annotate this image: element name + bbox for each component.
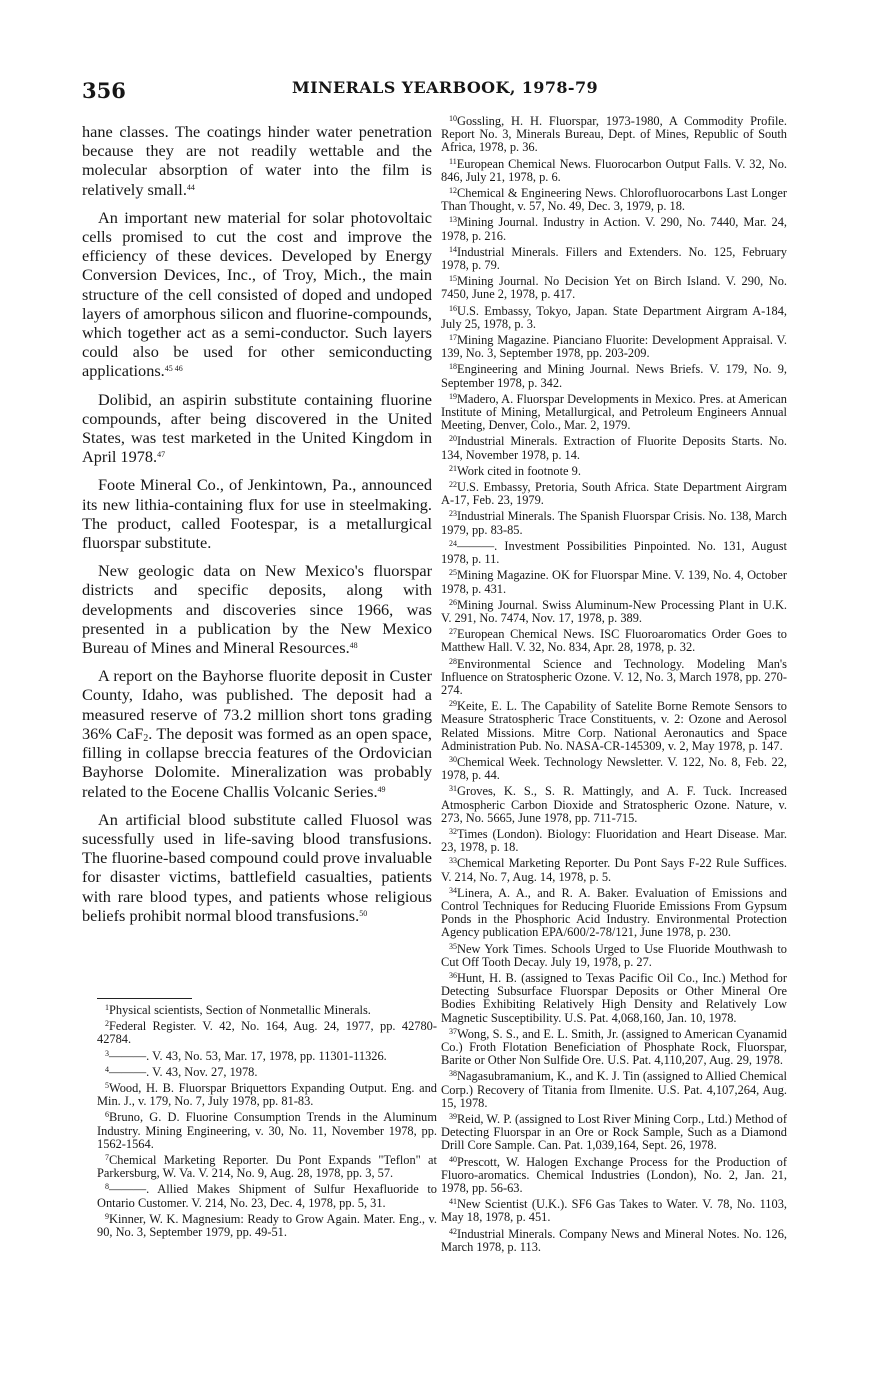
footnote-text: Prescott, W. Halogen Exchange Process for the Production of Fluoro-aromatics. Chemical Industries (London), No. 2, Jan. 21, 1978, pp. 56-63.: [441, 1154, 787, 1196]
footnote-number: 8: [105, 1182, 109, 1192]
paragraph: New geologic data on New Mexico's fluorspar districts and specific deposits, along with developments and discoveries since 1966, was presented in a publication by the New Mexico Bureau of Mines and Mineral Resources.$^{48}$: [82, 561, 432, 658]
footnote-number: 18: [449, 362, 457, 372]
footnote-text: Industrial Minerals. Company News and Mineral Notes. No. 126, March 1978, p. 113.: [441, 1226, 787, 1254]
footnote-number: 22: [449, 480, 457, 490]
footnote: [441, 1113, 787, 1153]
footnote: [441, 756, 787, 782]
footnote: [441, 700, 787, 753]
footnote-number: 27: [449, 627, 457, 637]
footnote-text: Wood, H. B. Fluorspar Briquettors Expanding Output. Eng. and Min. J., v. 179, No. 7, July 1978, pp. 81-83.: [97, 1081, 437, 1109]
footnote-number: 39: [449, 1112, 457, 1122]
footnote: [441, 628, 787, 654]
footnote-text: ———. Allied Makes Shipment of Sulfur Hexafluoride to Ontario Customer. V. 214, No. 23, Dec. 4, 1978, pp. 5, 31.: [97, 1182, 437, 1210]
footnote-number: 23: [449, 509, 457, 519]
footnote-text: Engineering and Mining Journal. News Briefs. V. 179, No. 9, September 1978, p. 342.: [441, 362, 787, 390]
footnote-number: 41: [449, 1197, 457, 1207]
footnote-text: Chemical & Engineering News. Chlorofluorocarbons Last Longer Than Thought, v. 57, No. 49, Dec. 3, 1979, p. 18.: [441, 186, 787, 214]
footnote-divider: [97, 998, 192, 999]
footnote-number: 21: [449, 463, 457, 473]
footnote-text: Keite, E. L. The Capability of Satelite Borne Remote Sensors to Measure Stratospheric Trace Constituents, v. 2: Ozone and Aerosol Related Missions. Mitre Corp. National Aeronautics and Space Administration Pub. No. NASA-CR-145309, v. 2, May 1978, p. 147.: [441, 699, 787, 753]
footnote-number: 26: [449, 597, 457, 607]
footnote: [97, 1020, 437, 1046]
footnote: [441, 540, 787, 566]
footnotes-right: [441, 115, 787, 1257]
footnote-text: Wong, S. S., and E. L. Smith, Jr. (assigned to American Cyanamid Co.) Froth Flotation Beneficiation of Phosphate Rock, Fluorspar, Barite or Other Non Sulfide Ore. U.S. Pat. 4,110,207, Aug. 29, 1978.: [441, 1026, 787, 1068]
footnote-number: 24: [449, 538, 457, 548]
footnote-number: 20: [449, 434, 457, 444]
footnote: [441, 1156, 787, 1196]
footnote: [441, 569, 787, 595]
footnote: [441, 1198, 787, 1224]
footnote: [441, 115, 787, 155]
footnote-text: Federal Register. V. 42, No. 164, Aug. 24, 1977, pp. 42780-42784.: [97, 1019, 437, 1047]
paragraph: Dolibid, an aspirin substitute containing fluorine compounds, after being discovered in the United States, was test marketed in the United Kingdom in April 1978.47: [82, 389, 432, 467]
footnote-number: 16: [449, 303, 457, 313]
footnotes-left: [97, 1004, 437, 1242]
footnote-number: 12: [449, 186, 457, 196]
footnote-text: Mining Journal. Swiss Aluminum-New Processing Plant in U.K. V. 291, No. 7474, Nov. 17, 1978, p. 389.: [441, 597, 787, 625]
footnote-text: Industrial Minerals. Fillers and Extenders. No. 125, February 1978, p. 79.: [441, 244, 787, 273]
footnote-text: Work cited in footnote 9.: [457, 463, 581, 478]
footnote-text: Nagasubramanium, K., and K. J. Tin (assigned to Allied Chemical Corp.) Recovery of Titania from Ilmenite. U.S. Pat. 4,107,264, Aug. 15, 1978.: [441, 1069, 787, 1110]
footnote-ref: 44: [186, 182, 195, 192]
footnote-number: 15: [449, 274, 457, 284]
footnote-number: 2: [105, 1019, 109, 1029]
footnote-text: Industrial Minerals. Extraction of Fluorite Deposits Starts. No. 134, November 1978, p. 14.: [441, 434, 787, 462]
footnote-number: 38: [449, 1069, 457, 1079]
footnote-text: ———. V. 43, Nov. 27, 1978.: [109, 1064, 258, 1079]
footnote-text: Mining Journal. No Decision Yet on Birch Island. V. 290, No. 7450, June 2, 1978, p. 417.: [441, 274, 787, 302]
footnote: [441, 943, 787, 969]
page-number: 356: [82, 78, 126, 103]
footnote: [441, 275, 787, 301]
footnote-text: Chemical Marketing Reporter. Du Pont Expands "Teflon" at Parkersburg, W. Va. V. 214, No. 9, Aug. 28, 1978, pp. 3, 57.: [97, 1153, 437, 1181]
footnote-text: Chemical Week. Technology Newsletter. V. 122, No. 8, Feb. 22, 1978, p. 44.: [441, 754, 787, 783]
footnote-text: Physical scientists, Section of Nonmetallic Minerals.: [109, 1003, 371, 1017]
footnote-number: 19: [449, 391, 457, 401]
footnote-text: Environmental Science and Technology. Modeling Man's Influence on Stratospheric Ozone. V. 12, No. 3, March 1978, pp. 270-274.: [441, 656, 787, 697]
paragraph: A report on the Bayhorse fluorite deposit in Custer County, Idaho, was published. The deposit had a measured reserve of 73.2 million short tons grading 36% CaF$_2$. The deposit was formed as an open space, filling in collapse breccia features of the Ordovician Bayhorse Dolomite. Mineralization was probably related to the Eocene Challis Volcanic Series.$^{49}$: [82, 666, 432, 801]
footnote: [441, 435, 787, 461]
footnote-number: 17: [449, 333, 457, 343]
footnote-text: New Scientist (U.K.). SF6 Gas Takes to Water. V. 78, No. 1103, May 18, 1978, p. 451.: [441, 1197, 787, 1225]
footnote-ref: 50: [359, 908, 368, 918]
footnote-ref: 47: [157, 450, 166, 460]
footnote: [441, 1228, 787, 1254]
footnote-number: 3: [105, 1048, 109, 1058]
footnote: [441, 465, 787, 478]
footnote: [441, 334, 787, 360]
footnote-number: 42: [449, 1226, 457, 1236]
footnote: [441, 1070, 787, 1110]
footnote-number: 25: [449, 568, 457, 578]
footnote: [97, 1213, 437, 1239]
footnote-text: ———. V. 43, No. 53, Mar. 17, 1978, pp. 11301-11326.: [109, 1048, 387, 1063]
footnote-text: Chemical Marketing Reporter. Du Pont Says F-22 Rule Suffices. V. 214, No. 7, Aug. 14, 1978, p. 5.: [441, 856, 787, 884]
footnote-text: Linera, A. A., and R. A. Baker. Evaluation of Emissions and Control Techniques for Reducing Fluoride Emissions From Gypsum Ponds in the Phosphoric Acid Industry. Environmental Protection Agency publication EPA/600/2-78/121, June 1978, p. 230.: [441, 885, 787, 940]
footnote-text: U.S. Embassy, Tokyo, Japan. State Department Airgram A-184, July 25, 1978, p. 3.: [441, 303, 787, 331]
footnote-number: 35: [449, 941, 457, 951]
footnote-text: European Chemical News. ISC Fluoroaromatics Order Goes to Matthew Hall. V. 32, No. 834, Apr. 28, 1978, p. 32.: [441, 627, 787, 655]
footnote-text: New York Times. Schools Urged to Use Fluoride Mouthwash to Cut Off Tooth Decay. July 19, 1978, p. 27.: [441, 941, 787, 969]
footnote: [441, 828, 787, 854]
footnote-number: 30: [449, 754, 457, 764]
footnote-number: 40: [449, 1154, 457, 1164]
footnote: [441, 363, 787, 389]
footnote: [441, 393, 787, 433]
footnote-number: 10: [449, 114, 457, 123]
footnote-text: Times (London). Biology: Fluoridation and Heart Disease. Mar. 23, 1978, p. 18.: [441, 826, 787, 855]
footnote-number: 14: [449, 244, 457, 254]
footnote-text: U.S. Embassy, Pretoria, South Africa. State Department Airgram A-17, Feb. 23, 1979.: [441, 480, 787, 508]
footnote: [441, 599, 787, 625]
footnote: [441, 972, 787, 1025]
footnote-text: Gossling, H. H. Fluorspar, 1973-1980, A Commodity Profile. Report No. 3, Minerals Bureau, Dept. of Mines, Republic of South Africa, 1978, p. 36.: [441, 114, 787, 155]
main-text-column: [82, 122, 432, 934]
footnote-number: 11: [449, 156, 457, 166]
footnote: [441, 658, 787, 698]
footnote: [97, 1066, 437, 1079]
footnote-ref: 45 46: [164, 364, 183, 374]
footnote: [97, 1082, 437, 1108]
footnote-text: European Chemical News. Fluorocarbon Output Falls. V. 32, No. 846, July 21, 1978, p. 6.: [441, 156, 787, 184]
footnote: [441, 857, 787, 883]
footnote-text: Mining Magazine. Pianciano Fluorite: Development Appraisal. V. 139, No. 3, September 1978, pp. 203-209.: [441, 333, 787, 361]
footnote-number: 33: [449, 856, 457, 866]
footnote-number: 4: [105, 1064, 109, 1074]
footnote-number: 37: [449, 1026, 457, 1036]
footnote-number: 32: [449, 826, 457, 836]
footnote: [441, 187, 787, 213]
footnote-number: 7: [105, 1153, 109, 1163]
footnote-number: 29: [449, 699, 457, 709]
footnote-number: 36: [449, 970, 457, 980]
footnote: [97, 1183, 437, 1209]
footnote: [441, 216, 787, 242]
footnote: [441, 246, 787, 272]
footnote-text: Industrial Minerals. The Spanish Fluorspar Crisis. No. 138, March 1979, pp. 83-85.: [441, 509, 787, 537]
footnote-text: Madero, A. Fluorspar Developments in Mexico. Pres. at American Institute of Mining, Metallurgical, and Petroleum Engineers Annual Meeting, Denver, Colo., Mar. 2, 1979.: [441, 391, 787, 433]
footnote: [441, 305, 787, 331]
footnote: [441, 887, 787, 940]
footnote: [441, 785, 787, 825]
footnote: [97, 1111, 437, 1151]
footnote-number: 1: [105, 1003, 109, 1012]
footnote: [97, 1050, 437, 1063]
footnote-number: 13: [449, 215, 457, 225]
paragraph: An artificial blood substitute called Fluosol was sucessfully used in life-saving blood transfusions. The fluorine-based compound could prove invaluable for disaster victims, battlefield casualties, patients with rare blood types, and patients whose religious beliefs prohibit normal blood transfusions.$^{50}$: [82, 809, 432, 925]
footnote: [441, 1028, 787, 1068]
footnote-number: 6: [105, 1110, 109, 1120]
paragraph: hane classes. The coatings hinder water penetration because they are not readily wettable and the molecular absorption of water into the film is relatively small.$^{44}$: [82, 122, 432, 199]
footnote: [441, 510, 787, 536]
footnote-text: Kinner, W. K. Magnesium: Ready to Grow Again. Mater. Eng., v. 90, No. 3, September 1979, pp. 49-51.: [97, 1211, 437, 1240]
footnote-number: 5: [105, 1081, 109, 1091]
footnote-text: Mining Magazine. OK for Fluorspar Mine. V. 139, No. 4, October 1978, p. 431.: [441, 568, 787, 596]
footnote: [97, 1004, 437, 1017]
footnote: [441, 158, 787, 184]
footnote-number: 31: [449, 784, 457, 794]
footnote-text: ———. Investment Possibilities Pinpointed. No. 131, August 1978, p. 11.: [441, 538, 787, 567]
footnote-number: 28: [449, 656, 457, 666]
footnote-number: 9: [105, 1211, 109, 1221]
footnote-number: 34: [449, 885, 457, 895]
paragraph: An important new material for solar photovoltaic cells promised to cut the cost and improve the efficiency of these devices. Developed by Energy Conversion Devices, Inc., of Troy, Mich., the main structure of the cell consisted of doped and undoped layers of amorphous silicon and fluorine-compounds, which together act as a semi-conductor. Such layers could also be used for other semiconducting applications.$^{45 46}$: [82, 207, 432, 381]
footnote-text: Mining Journal. Industry in Action. V. 290, No. 7440, Mar. 24, 1978, p. 216.: [441, 215, 787, 243]
footnote-text: Hunt, H. B. (assigned to Texas Pacific Oil Co., Inc.) Method for Detecting Subsurface Fluorspar Deposits or Other Mineral Ore Bodies Exhibiting Relatively High Density and Relatively Low Magnetic Susceptibility. U.S. Pat. 4,068,160, Jan. 10, 1978.: [441, 970, 787, 1025]
footnote-text: Groves, K. S., S. R. Mattingly, and A. F. Tuck. Increased Atmospheric Carbon Dioxide and Stratospheric Ozone. Nature, v. 273, No. 5665, June 1978, pp. 711-715.: [441, 784, 787, 825]
running-title: MINERALS YEARBOOK, 1978-79: [292, 78, 599, 97]
footnote: [441, 481, 787, 507]
footnote-ref: 48: [349, 641, 358, 651]
footnote: [97, 1154, 437, 1180]
footnote-text: Bruno, G. D. Fluorine Consumption Trends in the Aluminum Industry. Mining Engineering, v. 30, No. 11, November 1978, pp. 1562-1564.: [97, 1110, 437, 1151]
paragraph: Foote Mineral Co., of Jenkintown, Pa., announced its new lithia-containing flux for use in steelmaking. The product, called Footespar, is a metallurgical fluorspar substitute.: [82, 475, 432, 553]
footnote-text: Reid, W. P. (assigned to Lost River Mining Corp., Ltd.) Method of Detecting Fluorspar in an Ore or Rock Sample, Such as a Diamond Drill Core Sample. Can. Pat. 1,039,164, Sept. 26, 1978.: [441, 1112, 787, 1153]
footnote-ref: 49: [377, 784, 386, 794]
